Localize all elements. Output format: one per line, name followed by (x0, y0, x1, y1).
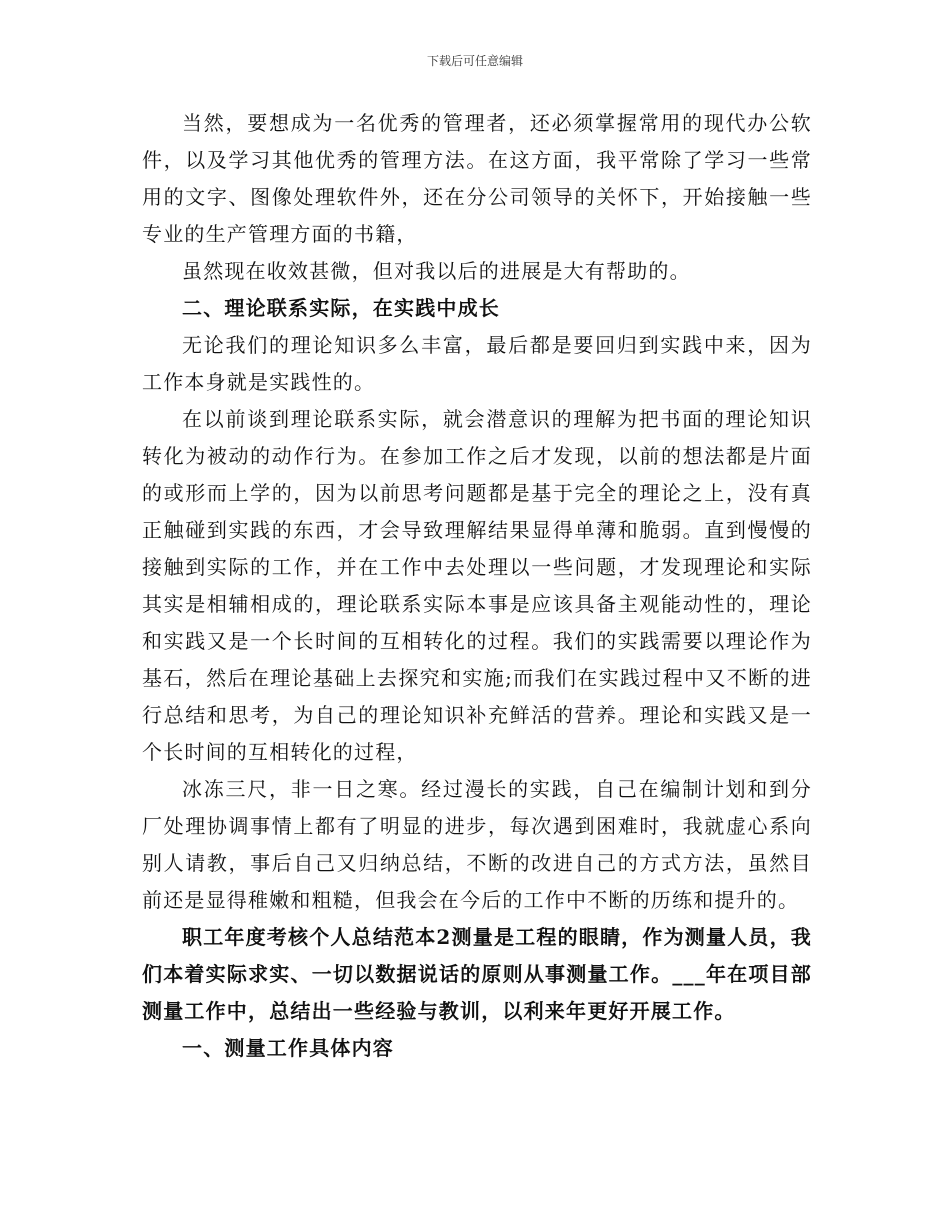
paragraph-summary-sample-2: 职工年度考核个人总结范本2测量是工程的眼睛，作为测量人员，我们本着实际求实、一切以数据说话的原则从事测量工作。___年在项目部测量工作中，总结出一些经验与教训，以利来年更好开展工作。 (142, 925, 812, 1023)
document-body (142, 105, 812, 1067)
section-heading-survey-work: 一、测量工作具体内容 (182, 1036, 394, 1060)
page-header: 下载后可任意编辑 (426, 54, 523, 68)
paragraph-office-software: 当然，要想成为一名优秀的管理者，还必须掌握常用的现代办公软件，以及学习其他优秀的管理方法。在这方面，我平常除了学习一些常用的文字、图像处理软件外，还在分公司领导的关怀下，开始接触一些专业的生产管理方面的书籍， (142, 111, 812, 246)
paragraph-theory-knowledge: 无论我们的理论知识多么丰富，最后都是要回归到实践中来，因为工作本身就是实践性的。 (142, 333, 812, 394)
paragraph-progress: 虽然现在收效甚微，但对我以后的进展是大有帮助的。 (182, 259, 691, 283)
paragraph-theory-practice-detail: 在以前谈到理论联系实际，就会潜意识的理解为把书面的理论知识转化为被动的动作行为。在参加工作之后才发现，以前的想法都是片面的或形而上学的，因为以前思考问题都是基于完全的理论之上，没有真正触碰到实践的东西，才会导致理解结果显得单薄和脆弱。直到慢慢的接触到实际的工作，并在工作中去处理以一些问题，才发现理论和实际其实是相辅相成的，理论联系实际本事是应该具备主观能动性的，理论和实践又是一个长时间的互相转化的过程。我们的实践需要以理论作为基石，然后在理论基础上去探究和实施;而我们在实践过程中又不断的进行总结和思考，为自己的理论知识补充鲜活的营养。理论和实践又是一个长时间的互相转化的过程， (142, 407, 812, 764)
section-heading-theory-practice: 二、理论联系实际，在实践中成长 (182, 296, 500, 320)
paragraph-experience: 冰冻三尺，非一日之寒。经过漫长的实践，自己在编制计划和到分厂处理协调事情上都有了明显的进步，每次遇到困难时，我就虚心系向别人请教，事后自己又归纳总结，不断的改进自己的方式方法，虽然目前还是显得稚嫩和粗糙，但我会在今后的工作中不断的历练和提升的。 (142, 777, 812, 912)
